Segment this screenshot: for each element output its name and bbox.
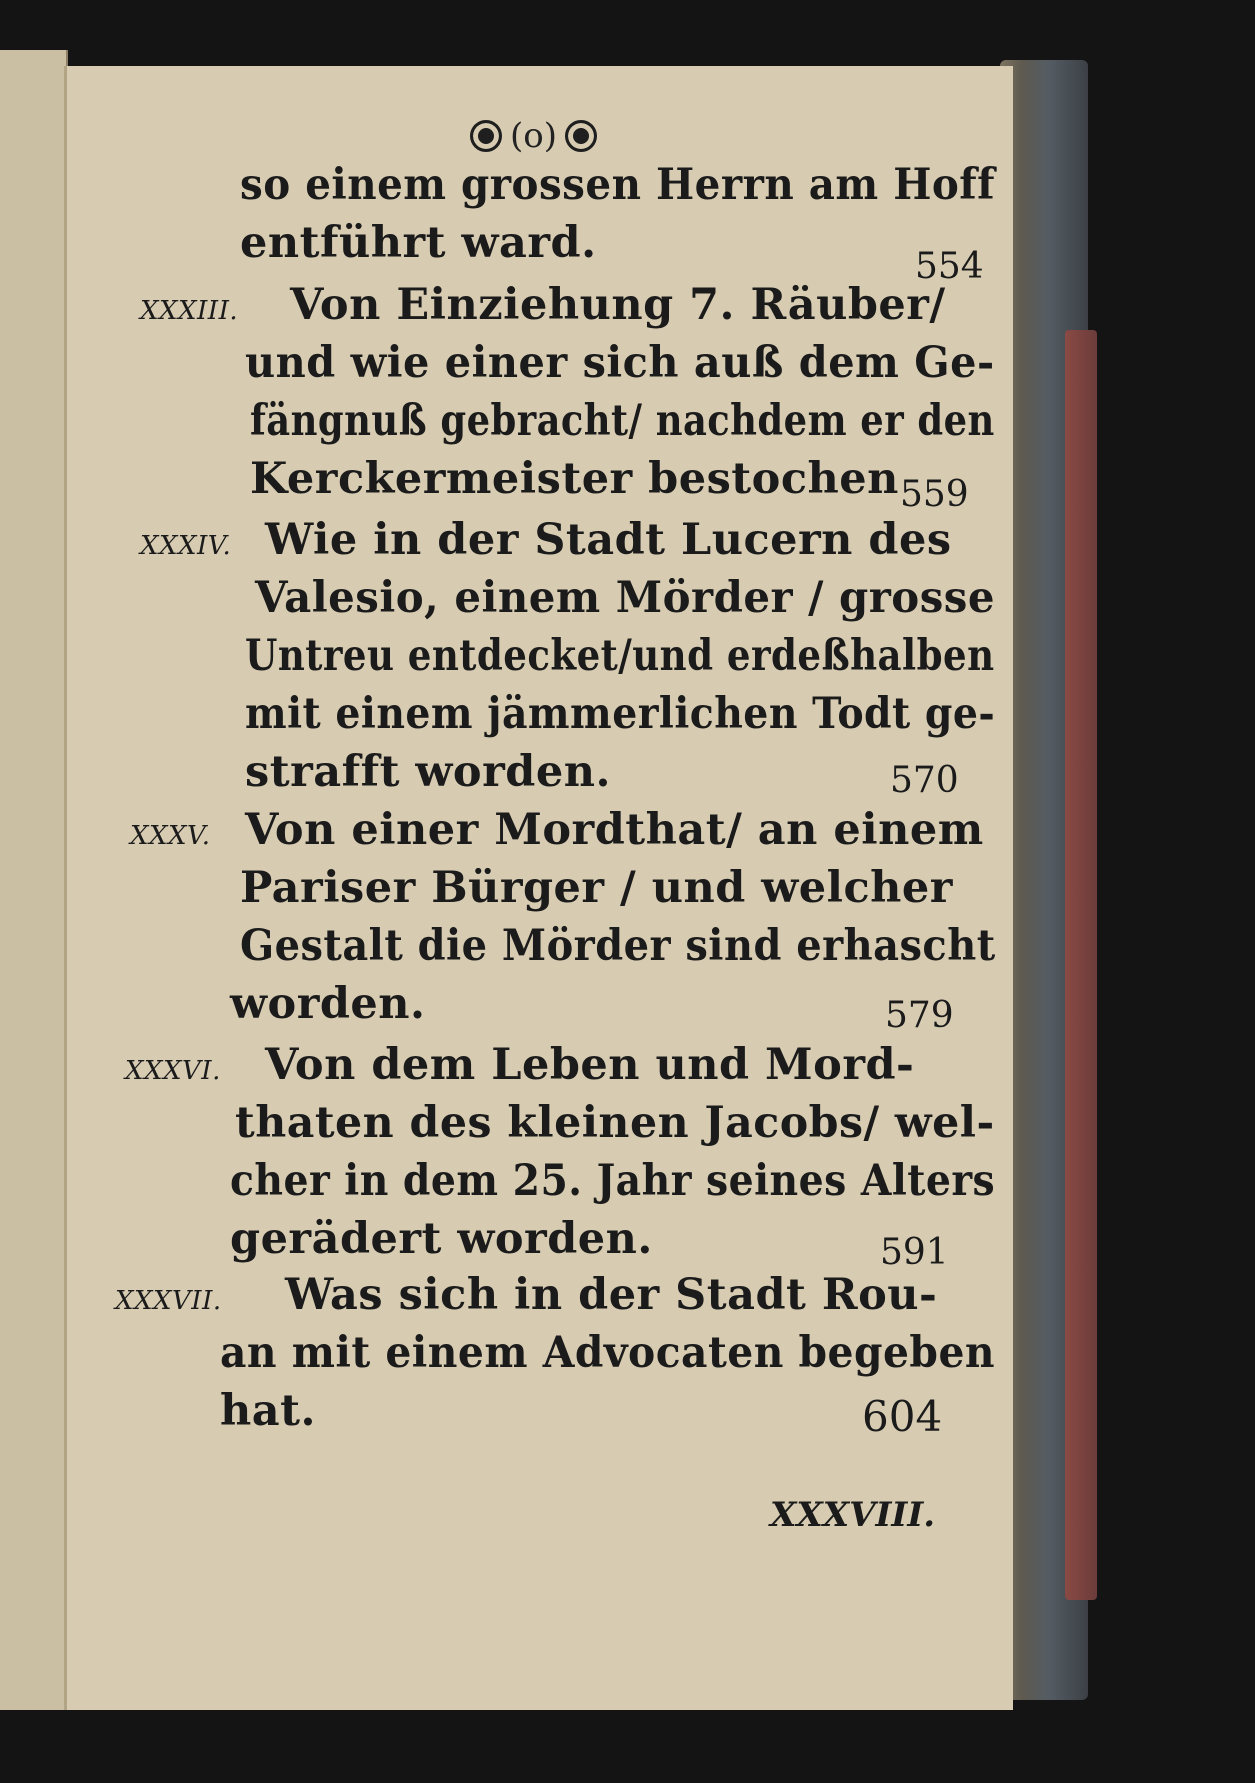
text-line: cher in dem 25. Jahr seines Alters: [230, 1156, 996, 1206]
page-number: 554: [915, 246, 984, 287]
header-text: (o): [510, 116, 557, 156]
text-line: Kerckermeister bestochen: [250, 454, 899, 504]
chapter-numeral: XXXVI.: [125, 1056, 221, 1086]
text-line: so einem grossen Herrn am Hoff: [240, 160, 996, 210]
text-line: Von dem Leben und Mord-: [265, 1040, 915, 1090]
chapter-entry: [115, 1270, 222, 1320]
text-line: entführt ward.: [240, 218, 597, 268]
chapter-entry: [130, 805, 211, 855]
text-line: gerädert worden.: [230, 1214, 653, 1264]
page-number: 604: [862, 1392, 943, 1441]
page-number: 579: [885, 995, 954, 1036]
text-line: mit einem jämmerlichen Todt ge-: [245, 689, 996, 739]
chapter-entry: [140, 515, 231, 565]
catchword: XXXVIII.: [770, 1495, 936, 1535]
text-line: Von Einziehung 7. Räuber/: [290, 280, 946, 330]
page-header: [470, 116, 597, 156]
chapter-numeral: XXXIV.: [140, 531, 232, 561]
page-number: 559: [900, 474, 969, 515]
chapter-entry: [125, 1040, 221, 1090]
chapter-entry: [140, 280, 238, 330]
left-page-edge: [0, 50, 68, 1710]
chapter-numeral: XXXV.: [130, 821, 211, 851]
page-number: 591: [880, 1232, 949, 1273]
text-line: Valesio, einem Mörder / grosse: [255, 573, 996, 623]
text-line: Wie in der Stadt Lucern des: [265, 515, 952, 565]
text-line: hat.: [220, 1386, 316, 1436]
text-line: Was sich in der Stadt Rou-: [285, 1270, 938, 1320]
chapter-numeral: XXXIII.: [140, 296, 239, 326]
text-line: an mit einem Advocaten begeben: [220, 1328, 996, 1378]
cover-strip: [1065, 330, 1097, 1600]
ornament-icon: [470, 120, 502, 152]
text-line: Gestalt die Mörder sind erhascht: [240, 921, 996, 971]
chapter-numeral: XXXVII.: [115, 1286, 222, 1316]
text-line: Untreu entdecket/und erdeßhalben: [245, 631, 995, 681]
text-line: und wie einer sich auß dem Ge-: [245, 338, 995, 388]
ornament-icon: [565, 120, 597, 152]
text-line: Von einer Mordthat/ an einem: [245, 805, 984, 855]
text-line: thaten des kleinen Jacobs/ wel-: [235, 1098, 995, 1148]
text-line: worden.: [230, 979, 426, 1029]
text-line: fängnuß gebracht/ nachdem er den: [250, 396, 995, 446]
page-number: 570: [890, 760, 959, 801]
text-line: Pariser Bürger / und welcher: [240, 863, 953, 913]
text-line: strafft worden.: [245, 747, 611, 797]
